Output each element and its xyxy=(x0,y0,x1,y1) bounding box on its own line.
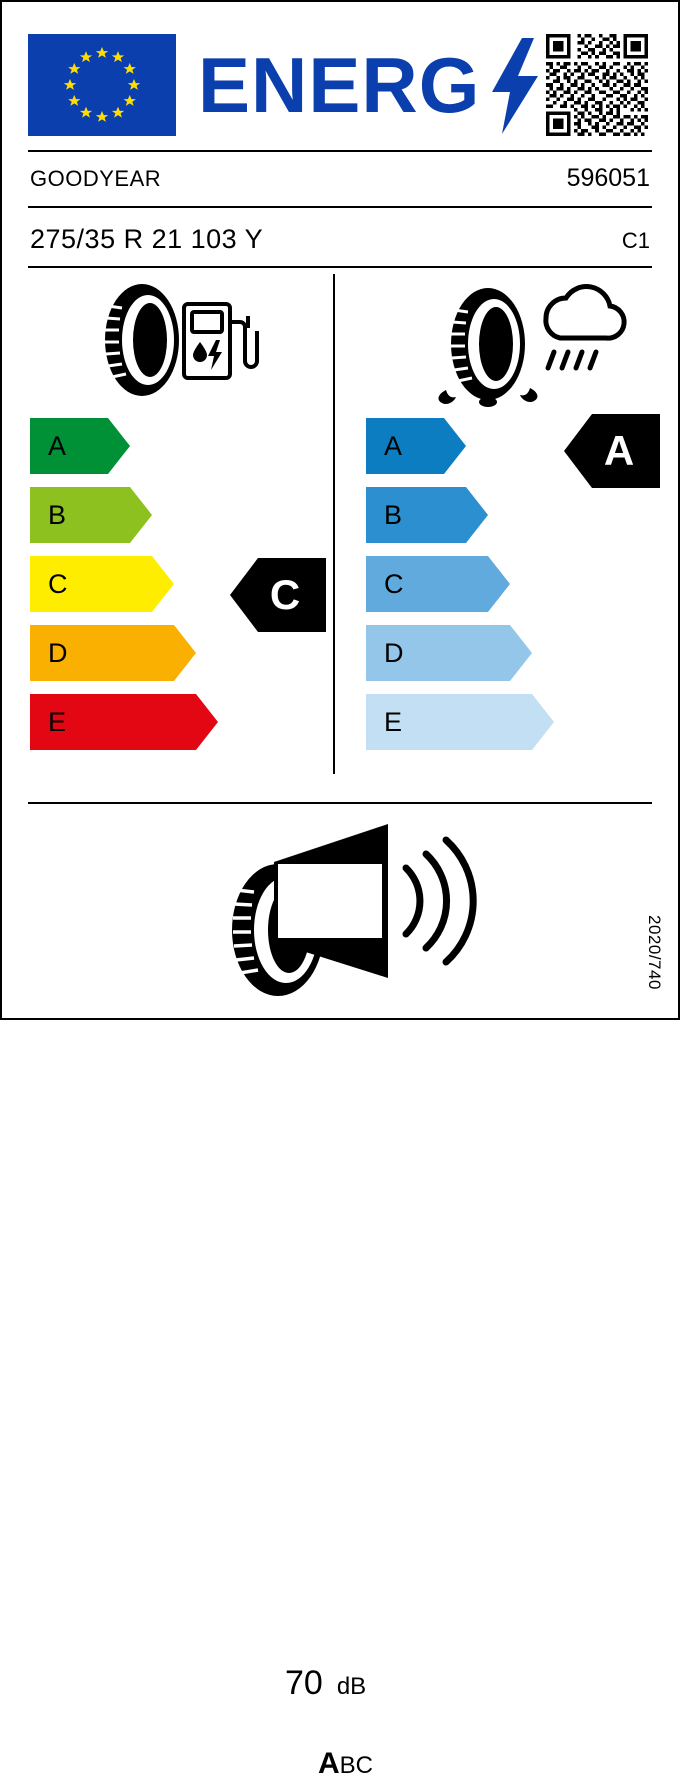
fuel-pump-icon xyxy=(184,304,257,378)
noise-pictogram xyxy=(2,802,678,1018)
fuel-pictogram xyxy=(88,278,268,398)
regulation-reference: 2020/740 xyxy=(645,915,664,990)
grade-letter: E xyxy=(48,707,67,737)
grade-row xyxy=(366,418,566,474)
divider-size xyxy=(28,266,652,268)
grade-row xyxy=(366,694,566,750)
tyre-icon xyxy=(105,284,179,396)
grade-letter: D xyxy=(384,638,404,668)
supplier-code: 596051 xyxy=(566,164,650,192)
eu-flag-icon xyxy=(28,34,176,136)
wet-grip-result-letter: A xyxy=(603,427,635,474)
grade-arrow-a xyxy=(30,418,130,474)
grade-letter: D xyxy=(48,638,68,668)
noise-decibels: 70 xyxy=(285,1664,323,1702)
noise-class-active: A xyxy=(318,1747,340,1780)
lightning-bolt-icon xyxy=(492,38,538,134)
noise-value xyxy=(285,1664,366,1703)
fuel-grade-scale xyxy=(30,418,230,763)
tyre-class: C1 xyxy=(621,228,650,253)
grade-letter: B xyxy=(48,500,67,530)
grade-row xyxy=(30,556,230,612)
tyre-icon xyxy=(451,288,525,400)
fuel-drop-icons xyxy=(193,340,222,370)
grade-row xyxy=(30,418,230,474)
tyre-size: 275/35 R 21 103 Y xyxy=(30,224,264,254)
qr-code-icon xyxy=(546,34,648,136)
grade-row xyxy=(30,694,230,750)
wet-grip-pictogram xyxy=(426,278,616,408)
wet-grip-grade-scale xyxy=(366,418,566,763)
rain-cloud-icon xyxy=(546,287,624,368)
grade-row xyxy=(30,625,230,681)
grade-letter: B xyxy=(384,500,403,530)
wet-grip-result-badge xyxy=(564,414,660,488)
noise-class xyxy=(318,1747,373,1781)
grade-row xyxy=(30,487,230,543)
divider-vertical xyxy=(333,274,335,774)
grade-row xyxy=(366,625,566,681)
grade-row xyxy=(366,556,566,612)
grade-row xyxy=(366,487,566,543)
grade-arrow-a xyxy=(366,418,466,474)
fuel-result-letter: C xyxy=(269,571,301,618)
energ-wordmark: ENERG xyxy=(198,41,481,129)
noise-class-rest: BC xyxy=(339,1752,374,1779)
fuel-result-badge xyxy=(230,558,326,632)
divider-header xyxy=(28,150,652,152)
sound-wave-icon xyxy=(406,840,473,962)
grade-letter: C xyxy=(384,569,404,599)
eu-stars xyxy=(28,34,176,136)
noise-section xyxy=(2,802,678,1780)
noise-unit: dB xyxy=(336,1673,367,1700)
grade-letter: E xyxy=(384,707,403,737)
grade-letter: A xyxy=(384,431,403,461)
label-header xyxy=(2,2,678,150)
grade-letter: A xyxy=(48,431,67,461)
brand-name: GOODYEAR xyxy=(30,166,162,191)
divider-brand xyxy=(28,206,652,208)
grade-letter: C xyxy=(48,569,68,599)
